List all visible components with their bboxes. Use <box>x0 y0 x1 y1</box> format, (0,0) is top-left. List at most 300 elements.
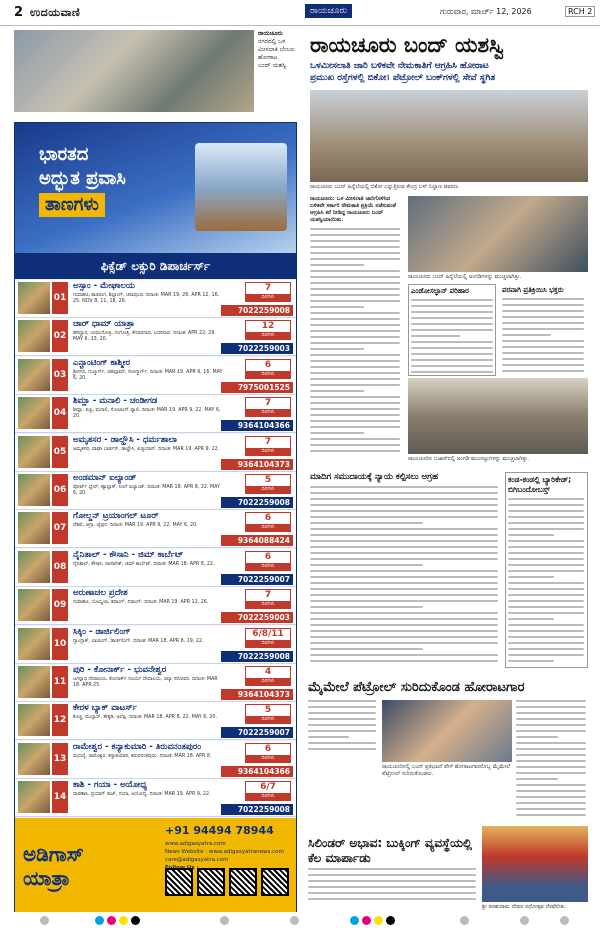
text-line <box>310 648 423 650</box>
tour-description: ಹರಿದ್ವಾರ, ಯಮುನೋತ್ರಿ, ಗಂಗೋತ್ರಿ, ಕೇದಾರನಾಥ, ಬದರಿನಾಥ. ದಿನಾಂಕ: APR 22, 29. MAY 6, 13, 20. <box>73 331 216 343</box>
tour-days-count: 7 <box>264 590 272 601</box>
ad-website[interactable]: www.adigasyatra.com <box>165 841 226 847</box>
text-line <box>308 868 476 870</box>
text-line <box>310 372 400 374</box>
text-line <box>310 276 400 278</box>
tour-days-label: ದಿನಗಳು <box>246 371 290 378</box>
tour-days-count: 12 <box>261 321 275 332</box>
reg-dot <box>386 916 395 925</box>
tour-phone[interactable]: 9364104373 <box>221 689 293 700</box>
ad-news-site[interactable]: News Website : www.adigasyatranews.com <box>165 849 284 855</box>
tour-description: ಜಗನ್ನಾಥ ದೇವಾಲಯ, ಕೋನಾರ್ಕ್ ಸೂರ್ಯ ದೇವಾಲಯ, ಚಿಲ್ಕಾ ಸರೋವರ. ದಿನಾಂಕ: MAR 18. APR 25. <box>73 677 218 688</box>
tour-days-label: ದಿನಗಳು <box>246 448 290 455</box>
tour-days-count: 7 <box>264 436 272 447</box>
tour-row <box>15 280 296 318</box>
text-line <box>310 384 400 386</box>
tour-image <box>18 436 50 468</box>
text-line <box>502 334 551 336</box>
qr-code[interactable] <box>229 868 257 896</box>
reg-dot <box>460 916 469 925</box>
text-line <box>508 546 584 548</box>
edition-label: RCH 2 <box>565 6 595 17</box>
text-line <box>502 310 584 312</box>
tour-days <box>245 666 291 686</box>
tour-title: ಶಿಮ್ಲಾ - ಮನಾಲಿ - ಚಂಡೀಗಡ <box>73 396 158 407</box>
text-line <box>310 324 400 326</box>
text-line <box>508 534 554 536</box>
text-line <box>310 240 400 242</box>
tour-phone[interactable]: 7022259007 <box>221 727 293 738</box>
tour-phone[interactable]: 9364104366 <box>221 420 293 431</box>
issue-date: ಗುರುವಾರ, ಮಾರ್ಚ್ 12, 2026 <box>440 7 532 16</box>
text-line <box>508 576 554 578</box>
tour-list <box>15 280 296 818</box>
tour-days-label: ದಿನಗಳು <box>246 294 290 301</box>
protester-photo <box>382 700 512 762</box>
text-line <box>310 546 498 548</box>
lead-dateline: ರಾಯಚೂರು: ಒಳ ಮೀಸಲಾತಿ ಜಾರಿಗೊಳಿಸಿದ ಬಳಿಕವೇ ಸರ್ಕಾರಿ ನೇಮಕಾತಿ ಪ್ರಕ್ರಿಯೆ ನಡೆಸುವಂತೆ ಆಗ್ರಹಿಸಿ ಕರೆ ನೀಡಿದ್ದ ರಾಯಚೂರು ಬಂದ್ ಯಶಸ್ವಿಯಾಯಿತು. <box>310 196 396 223</box>
reg-dot <box>350 916 359 925</box>
tour-number: 10 <box>52 628 68 660</box>
tour-image <box>18 551 50 583</box>
text-line <box>310 390 364 392</box>
tour-days <box>245 781 291 801</box>
tour-phone[interactable]: 7022259008 <box>221 497 293 508</box>
text-line <box>310 264 364 266</box>
tour-days-count: 6 <box>264 743 272 754</box>
text-line <box>516 772 586 774</box>
tour-row <box>15 434 296 472</box>
text-line <box>308 898 476 900</box>
tour-number: 11 <box>52 666 68 698</box>
text-line <box>310 402 400 404</box>
text-line <box>310 396 400 398</box>
tour-row <box>15 357 296 395</box>
tour-days <box>245 359 291 379</box>
tour-image <box>18 397 50 429</box>
sidebar-title: ಎಂಡೋಸಲ್ಫಾನ್ ಪರಿಹಾರ <box>411 287 469 295</box>
tour-row <box>15 318 296 356</box>
tour-days-count: 6/7 <box>260 782 276 793</box>
text-line <box>310 636 498 638</box>
text-line <box>310 258 400 260</box>
reg-dot <box>362 916 371 925</box>
text-line <box>310 600 498 602</box>
tour-phone[interactable]: 9364104366 <box>221 766 293 777</box>
text-line <box>508 588 584 590</box>
tour-description: ಅಮೃತಸರ, ವಾಘಾ ಬಾರ್ಡರ್, ಡಾಲ್ಹೌಸಿ, ಖಜ್ಜಿಯಾರ್. ದಿನಾಂಕ: MAR 19. APR 9, 22. <box>73 446 220 452</box>
photo-caption: ರಾಯಚೂರಿನಲ್ಲಿ ಬಂದ್ ಪ್ರತಿಭಟನೆ ವೇಳೆ ಹೋರಾಟಗಾರನೊಬ್ಬ ಮೈಮೇಲೆ ಪೆಟ್ರೋಲ್ ಸುರಿದುಕೊಂಡರು. <box>382 764 510 777</box>
tour-days-label: ದಿನಗಳು <box>246 486 290 493</box>
text-line <box>508 648 584 650</box>
text-line <box>310 660 498 662</box>
tour-image <box>18 781 50 813</box>
text-line <box>516 808 586 810</box>
story2-body <box>310 486 500 666</box>
text-line <box>310 342 400 344</box>
fixed-departures-banner: ಫಿಕ್ಸೆಡ್ ಲಕ್ಸುರಿ ಡಿಪಾರ್ಚರ್ಸ್ <box>15 253 296 279</box>
tour-title: ಕೇರಳ ಬ್ಯಾಕ್ ವಾಟರ್ಸ್ <box>73 703 137 714</box>
text-line <box>310 438 400 440</box>
text-line <box>310 642 498 644</box>
text-line <box>502 328 584 330</box>
text-line <box>411 353 493 355</box>
text-line <box>411 317 493 319</box>
text-line <box>502 346 584 348</box>
tour-days <box>245 282 291 302</box>
tour-description: ಗುವಾಹಟಿ, ಕಾಜಿರಂಗ, ಶಿಲ್ಲಾಂಗ್, ಚಿರಾಪುಂಜಿ. ದಿನಾಂಕ: MAR 19, 26. APR 12, 16, 25. NOV 8, 11, 18, 26. <box>73 293 220 304</box>
tour-number: 02 <box>52 320 68 352</box>
ad-banner <box>15 123 296 253</box>
tour-days-label: ದಿನಗಳು <box>246 716 290 723</box>
text-line <box>411 371 493 373</box>
page-header <box>0 0 600 26</box>
text-line <box>508 498 584 500</box>
tour-days-label: ದಿನಗಳು <box>246 755 290 762</box>
text-line <box>310 618 498 620</box>
text-line <box>516 754 586 756</box>
text-line <box>310 420 400 422</box>
tour-image <box>18 320 50 352</box>
text-line <box>508 606 584 608</box>
text-line <box>508 660 554 662</box>
text-line <box>310 354 400 356</box>
text-line <box>308 886 476 888</box>
tour-number: 05 <box>52 436 68 468</box>
tour-days-label: ದಿನಗಳು <box>246 601 290 608</box>
side-headline: ಕಂಡ-ಕಂಡಲ್ಲಿ ಬ್ಯಾರಿಕೇಡ್; ಬಿಗಿಬಂದೋಬಸ್ತ್ <box>508 475 572 494</box>
tour-phone[interactable]: 7022259003 <box>221 612 293 623</box>
story3-side-text <box>516 700 588 820</box>
tour-title: ಅರುಣಾಚಲ ಪ್ರದೇಶ <box>73 588 128 599</box>
reg-dot <box>374 916 383 925</box>
text-line <box>502 298 584 300</box>
tour-number: 07 <box>52 512 68 544</box>
text-line <box>308 880 476 882</box>
tour-days-label: ದಿನಗಳು <box>246 678 290 685</box>
tour-days-count: 6 <box>264 359 272 370</box>
tour-description: ವಾರಣಾಸಿ, ಪ್ರಯಾಗ್ ರಾಜ್, ಗಯಾ, ಅಯೋಧ್ಯ. ದಿನಾಂಕ: MAR 19. APR 9, 22. <box>73 792 211 798</box>
tour-phone[interactable]: 7022259008 <box>221 804 293 815</box>
tour-title: ಅಮೃತಸರ - ಡಾಲ್ಹೌಸಿ - ಧರ್ಮಶಾಲಾ <box>73 434 178 445</box>
text-line <box>508 564 584 566</box>
text-line <box>508 570 584 572</box>
text-line <box>508 654 584 656</box>
tour-number: 04 <box>52 397 68 429</box>
tour-row <box>15 549 296 587</box>
tour-title: ಕಾಶಿ - ಗಯಾ - ಅಯೋಧ್ಯ <box>73 780 148 791</box>
text-line <box>310 558 498 560</box>
text-line <box>411 341 493 343</box>
tour-days <box>245 704 291 724</box>
text-line <box>508 552 584 554</box>
sidebar-title: ಪರವಾಗಿ ಪ್ರತಿಕ್ರಿಯಿಸಿ ಭಕ್ತರು <box>502 286 564 294</box>
tour-image <box>18 704 50 736</box>
tour-days <box>245 436 291 456</box>
tour-phone[interactable]: 7022259003 <box>221 343 293 354</box>
tour-days <box>245 397 291 417</box>
text-line <box>508 510 584 512</box>
text-line <box>310 522 423 524</box>
tour-image <box>18 743 50 775</box>
text-line <box>516 748 586 750</box>
text-line <box>508 528 584 530</box>
reg-dot <box>107 916 116 925</box>
text-line <box>310 588 498 590</box>
tour-days <box>245 512 291 532</box>
text-line <box>516 802 586 804</box>
reg-dot <box>290 916 299 925</box>
text-line <box>310 624 498 626</box>
reg-dot <box>560 916 569 925</box>
text-line <box>516 760 586 762</box>
ad-title-line: ಅದ್ಭುತ ಪ್ರವಾಸಿ <box>39 168 126 189</box>
reg-dot <box>131 916 140 925</box>
text-line <box>310 366 400 368</box>
text-line <box>502 304 584 306</box>
tour-days <box>245 474 291 494</box>
text-line <box>310 378 400 380</box>
tour-days-count: 6 <box>264 513 272 524</box>
qr-code[interactable] <box>261 868 289 896</box>
text-line <box>310 504 498 506</box>
text-line <box>310 252 400 254</box>
text-line <box>516 766 586 768</box>
text-line <box>310 318 400 320</box>
text-line <box>508 618 554 620</box>
ad-footer <box>15 818 296 912</box>
tour-row <box>15 664 296 702</box>
reg-dot <box>40 916 49 925</box>
text-line <box>516 790 586 792</box>
tour-days-count: 7 <box>264 283 272 293</box>
tour-row <box>15 702 296 740</box>
text-line <box>508 612 584 614</box>
tour-title: ಚಾರ್ ಧಾಮ್ ಯಾತ್ರಾ <box>73 319 135 330</box>
text-line <box>310 282 400 284</box>
tour-title: ಗೋಲ್ಡನ್ ಟ್ರಯಾಂಗಲ್ ಟೂರ್ <box>73 511 159 522</box>
tour-days-count: 5 <box>264 475 272 485</box>
text-line <box>310 534 498 536</box>
photo-caption: ರಾಯಚೂರು ಬಂದ್ ಹಿನ್ನೆಲೆಯಲ್ಲಿ ಅಂಗಡಿಗಳನ್ನು ಮುಚ್ಚಲಾಗಿತ್ತು. <box>408 274 522 280</box>
text-line <box>310 594 498 596</box>
brief-line: ಬಂದ್ ಯಶಸ್ವಿ <box>258 62 287 69</box>
tour-number: 13 <box>52 743 68 775</box>
ad-phone[interactable]: +91 94494 78944 <box>165 824 274 837</box>
text-line <box>508 600 584 602</box>
text-line <box>411 305 493 307</box>
photo-caption: ಶ್ರೀ ಪರಶುರಾಮ ದೇವರ ರಥೋತ್ಸವ ನೆರವೇರಿತು. <box>482 904 567 910</box>
tour-title: ಅಸ್ಸಾಂ - ಮೇಘಾಲಯ <box>73 281 136 291</box>
text-line <box>310 360 400 362</box>
tour-row <box>15 510 296 548</box>
tour-days-label: ದಿನಗಳು <box>246 563 290 570</box>
tour-phone[interactable]: 7022259007 <box>221 574 293 585</box>
tour-title: ಪುರಿ - ಕೋನಾರ್ಕ್ - ಭುವನೇಶ್ವರ <box>73 665 167 675</box>
text-line <box>310 348 364 350</box>
tour-days <box>245 589 291 609</box>
text-line <box>516 700 586 702</box>
text-line <box>411 359 493 361</box>
text-line <box>310 414 400 416</box>
story3-body <box>308 700 378 760</box>
tour-row <box>15 741 296 779</box>
lead-subhead <box>310 60 588 84</box>
text-line <box>502 370 584 372</box>
tour-days-label: ದಿನಗಳು <box>246 524 290 531</box>
text-line <box>310 234 400 236</box>
text-line <box>502 316 584 318</box>
text-line <box>310 552 498 554</box>
tour-days-label: ದಿನಗಳು <box>246 640 290 647</box>
text-line <box>310 246 400 248</box>
text-line <box>310 300 400 302</box>
text-line <box>411 335 460 337</box>
lead-body <box>310 196 402 466</box>
text-line <box>508 582 584 584</box>
tour-number: 14 <box>52 781 68 813</box>
tour-row <box>15 472 296 510</box>
tour-phone[interactable]: 7022259008 <box>221 651 293 662</box>
tour-days-count: 6 <box>264 551 272 562</box>
top-brief <box>258 30 302 70</box>
text-line <box>411 329 493 331</box>
ad-email[interactable]: care@adigasyatra.com <box>165 857 229 863</box>
qr-code[interactable] <box>165 868 193 896</box>
tour-image <box>18 474 50 506</box>
text-line <box>508 522 584 524</box>
text-line <box>310 606 423 608</box>
tour-image <box>18 359 50 391</box>
text-line <box>308 874 476 876</box>
reg-dot <box>119 916 128 925</box>
text-line <box>310 630 498 632</box>
tour-description: ಗ್ಯಾಂಗ್ಟಾಕ್, ಲಾಚುಂಗ್, ಡಾರ್ಜಿಲಿಂಗ್. ದಿನಾಂಕ: MAR 18. APR 8, 19, 22. <box>73 638 204 644</box>
tour-number: 06 <box>52 474 68 506</box>
shops-closed-photo <box>408 196 588 272</box>
sidebar-box <box>408 284 496 376</box>
text-line <box>310 612 498 614</box>
text-line <box>508 636 584 638</box>
tour-description: ಶಿಮ್ಲಾ, ಕುಫ್ರಿ, ಮನಾಲಿ, ಸೋಲಾಂಗ್ ವ್ಯಾಲಿ. ದಿನಾಂಕ: MAR 19. APR 9, 22. MAY 6, 20. <box>73 408 221 420</box>
tour-number: 12 <box>52 704 68 736</box>
text-line <box>508 594 584 596</box>
text-line <box>508 558 584 560</box>
text-line <box>411 311 493 313</box>
qr-code[interactable] <box>197 868 225 896</box>
text-line <box>310 540 498 542</box>
brief-line: ನಗರದಲ್ಲಿ ಒಳ <box>258 38 286 45</box>
text-line <box>310 498 498 500</box>
story2-side <box>505 472 588 668</box>
page-number: 2 <box>14 5 24 20</box>
text-line <box>310 294 400 296</box>
text-line <box>310 582 498 584</box>
tour-days-label: ದಿನಗಳು <box>246 793 290 800</box>
tour-phone[interactable]: 7975001525 <box>221 382 293 393</box>
text-line <box>308 724 376 726</box>
text-line <box>310 516 498 518</box>
tour-title: ನೈನಿತಾಲ್ - ಕೌಸಾನಿ - ಜಿಮ್ ಕಾರ್ಬೆಟ್ <box>73 549 184 560</box>
text-line <box>516 718 586 720</box>
city-tag: ರಾಯಚೂರು <box>305 4 352 18</box>
brief-line: ಹೋರಾಟ <box>258 54 278 61</box>
story4-headline: ಸಿಲಿಂಡರ್ ಅಭಾವ: ಬುಕ್ಕಿಂಗ್ ವ್ಯವಸ್ಥೆಯಲ್ಲಿ ಕೆಲ ಮಾರ್ಪಾಡು <box>308 836 473 865</box>
text-line <box>502 364 584 366</box>
tour-description: ಪೋರ್ಟ್ ಬ್ಲೇರ್, ಹ್ಯಾವ್ಲಾಕ್, ನೀಲ್ ಐಲ್ಯಾಂಡ್. ದಿನಾಂಕ: MAR 18. APR 8, 22. MAY 6, 20. <box>73 485 220 496</box>
travel-ad <box>14 122 297 912</box>
text-line <box>516 712 586 714</box>
text-line <box>516 706 586 708</box>
tour-description: ಶ್ರೀನಗರ, ಗುಲ್ಮಾರ್ಗ್, ಪಹಲ್ಗಾಮ್, ಸೋನ್ಮಾರ್ಗ್. ದಿನಾಂಕ: MAR 19. APR 9, 16. MAY 6, 20. <box>73 369 223 381</box>
reg-dot <box>520 916 529 925</box>
tour-days-label: ದಿನಗಳು <box>246 409 290 416</box>
text-line <box>310 576 498 578</box>
text-line <box>310 426 400 428</box>
story2-headline: ಮಾದಿಗ ಸಮುದಾಯಕ್ಕೆ ನ್ಯಾಯ ಕಲ್ಪಿಸಲು ಆಗ್ರಹ <box>310 472 438 482</box>
text-line <box>310 312 400 314</box>
tour-phone[interactable]: 9364088424 <box>221 535 293 546</box>
text-line <box>516 736 558 738</box>
text-line <box>310 288 400 290</box>
tour-number: 08 <box>52 551 68 583</box>
text-line <box>308 706 376 708</box>
text-line <box>310 570 498 572</box>
subhead-line: ಪ್ರಮುಖ ರಸ್ತೆಗಳಲ್ಲಿ ಬಿಕೋ। ಪೆಟ್ರೋಲ್ ಬಂಕ್‌ಗಳಲ್ಲಿ ಸೇವೆ ಸ್ಥಗಿತ <box>310 73 496 83</box>
logo-line: ಅಡಿಗಾಸ್ <box>23 842 84 866</box>
text-line <box>508 504 584 506</box>
bazaar-photo <box>408 378 588 454</box>
tour-title: ಸಿಕ್ಕಿಂ - ಡಾರ್ಜಿಲಿಂಗ್ <box>73 626 131 637</box>
text-line <box>310 306 364 308</box>
tour-title: ರಾಮೇಶ್ವರ - ಕನ್ಯಾಕುಮಾರಿ - ತಿರುವನಂತಪುರಂ <box>73 741 202 752</box>
tour-days <box>245 743 291 763</box>
text-line <box>516 784 586 786</box>
text-line <box>310 432 364 434</box>
text-line <box>310 228 400 230</box>
crowd-photo <box>14 30 254 112</box>
tour-phone[interactable]: 7022259008 <box>221 305 293 316</box>
tour-image <box>18 282 50 314</box>
story3-headline: ಮೈಮೇಲೆ ಪೆಟ್ರೋಲ್ ಸುರಿದುಕೊಂಡ ಹೋರಾಟಗಾರ <box>308 680 525 695</box>
brief-line: ರಾಯಚೂರು <box>258 30 283 37</box>
tour-number: 03 <box>52 359 68 391</box>
text-line <box>310 270 400 272</box>
ad-title <box>39 143 209 217</box>
ad-title-highlight: ತಾಣಗಳು <box>39 193 105 217</box>
text-line <box>310 450 400 452</box>
text-line <box>508 516 584 518</box>
tour-days <box>245 551 291 571</box>
ad-title-line: ಭಾರತದ <box>39 144 89 165</box>
tour-image <box>18 628 50 660</box>
tour-row <box>15 626 296 664</box>
text-line <box>411 365 493 367</box>
tour-phone[interactable]: 9364104373 <box>221 459 293 470</box>
text-line <box>502 352 584 354</box>
text-line <box>411 347 493 349</box>
text-line <box>308 718 376 720</box>
text-line <box>310 654 498 656</box>
tour-description: ಮಧುರೈ, ರಾಮೇಶ್ವರ, ಕನ್ಯಾಕುಮಾರಿ, ತಿರುವನಂತಪುರಂ. ದಿನಾಂಕ: MAR 18. APR 8. <box>73 753 212 759</box>
tour-number: 09 <box>52 589 68 621</box>
photo-caption: ರಾಯಚೂರು ಬಂದ್ ಹಿನ್ನೆಲೆಯಲ್ಲಿ ಬಿಕೋ ಎನ್ನುತ್ತಿರುವ ಕೇಂದ್ರ ಬಸ್ ನಿಲ್ದಾಣ ಆವರಣ. <box>310 184 460 190</box>
tour-days-count: 4 <box>264 667 272 677</box>
tour-description: ಗುವಾಹಟಿ, ಬೊಮ್ಡಿಲಾ, ತವಾಂಗ್, ದಿರಾಂಗ್. ದಿನಾಂಕ: MAR 19. APR 12, 26. <box>73 600 209 606</box>
text-line <box>310 336 400 338</box>
tour-days-count: 5 <box>264 705 272 716</box>
tour-row <box>15 587 296 625</box>
